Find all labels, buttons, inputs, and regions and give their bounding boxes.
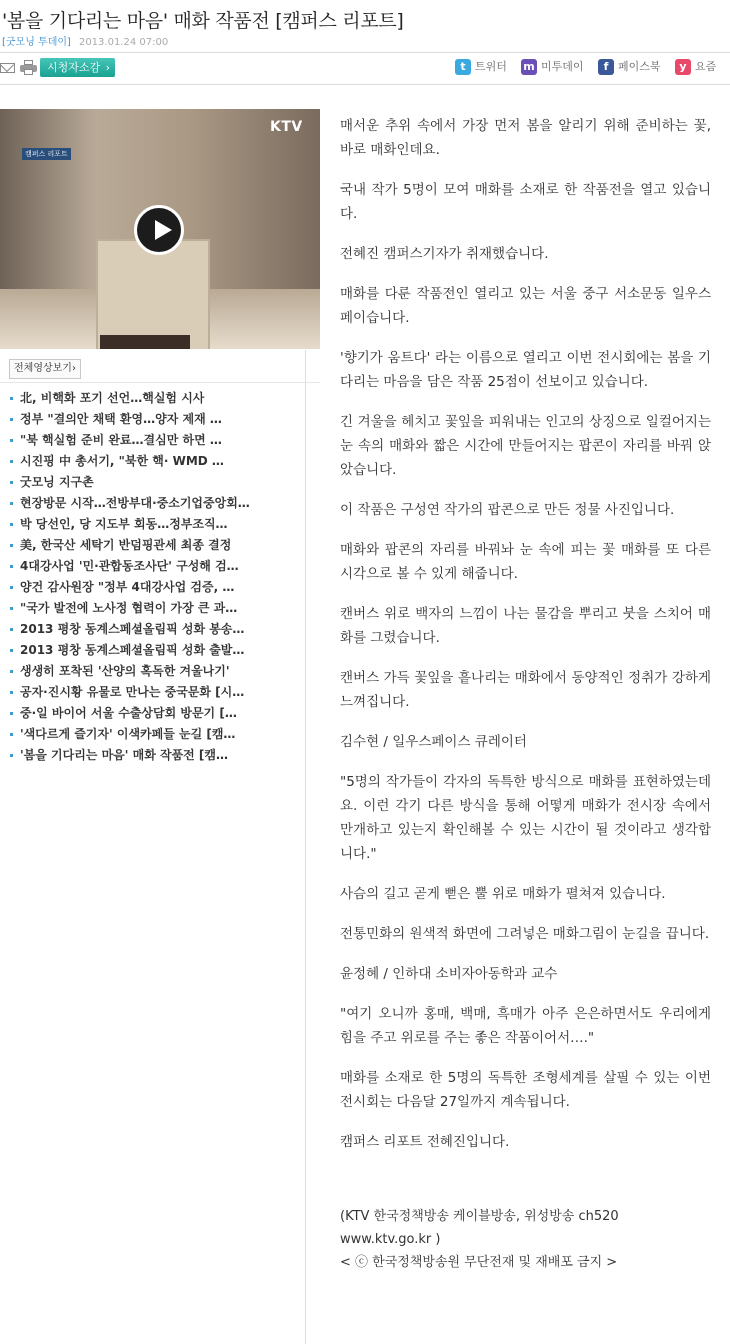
news-item[interactable]: '봄을 기다리는 마음' 매화 작품전 [캠… bbox=[9, 745, 299, 766]
news-item[interactable]: 北, 비핵화 포기 선언…핵실험 시사 bbox=[9, 388, 299, 409]
news-item[interactable]: 정부 "결의안 채택 환영…양자 제재 … bbox=[9, 409, 299, 430]
article-paragraph: 국내 작가 5명이 모여 매화를 소재로 한 작품전을 열고 있습니다. bbox=[340, 182, 711, 222]
video-caption: 캠퍼스 리포트 bbox=[22, 148, 71, 160]
article-paragraph: 매화를 다룬 작품전인 열리고 있는 서울 중구 서소문동 일우스페이습니다. bbox=[340, 286, 711, 326]
copyright-notice: < ⓒ 한국정책방송원 무단전재 및 재배포 금지 > bbox=[340, 1255, 618, 1270]
news-item[interactable]: 4대강사업 '민·관합동조사단' 구성해 검… bbox=[9, 556, 299, 577]
divider bbox=[0, 382, 320, 383]
viewer-review-label: 시청자소감 bbox=[47, 61, 101, 74]
news-item[interactable]: 생생히 포착된 '산양의 혹독한 겨울나기' bbox=[9, 661, 299, 682]
article-paragraph: 캠퍼스 리포트 전혜진입니다. bbox=[340, 1134, 510, 1150]
divider bbox=[0, 84, 730, 85]
news-item[interactable]: 공자·진시황 유물로 만나는 중국문화 [시… bbox=[9, 682, 299, 703]
sidebar bbox=[0, 350, 306, 1344]
view-all-label: 전체영상보기 bbox=[14, 363, 72, 374]
email-icon[interactable] bbox=[0, 63, 15, 73]
publish-date: 2013.01.24 07:00 bbox=[78, 37, 169, 48]
article-paragraph: '향기가 움트다' 라는 이름으로 열리고 이번 전시회에는 봄을 기다리는 마음을 담은 작품 25점이 선보이고 있습니다. bbox=[340, 350, 711, 390]
article-paragraph: 전혜진 캠퍼스기자가 취재했습니다. bbox=[340, 246, 549, 262]
news-item[interactable]: '색다르게 즐기자' 이색카페들 눈길 [캠… bbox=[9, 724, 299, 745]
article-paragraph: 김수현 / 일우스페이스 큐레이터 bbox=[340, 734, 527, 750]
news-item[interactable]: 현장방문 시작…전방부대·중소기업중앙회… bbox=[9, 493, 299, 514]
yozm-icon: y bbox=[675, 59, 691, 75]
toolbar bbox=[0, 56, 730, 80]
news-item[interactable]: 박 당선인, 당 지도부 회동…정부조직… bbox=[9, 514, 299, 535]
play-icon[interactable] bbox=[134, 205, 184, 255]
article-body bbox=[340, 114, 711, 1170]
program-link[interactable]: [굿모닝 투데이] bbox=[2, 37, 71, 48]
news-item[interactable]: 중·일 바이어 서울 수출상담회 방문기 [… bbox=[9, 703, 299, 724]
article-footer bbox=[340, 1205, 711, 1274]
broadcast-info: (KTV 한국정책방송 케이블방송, 위성방송 ch520 bbox=[340, 1209, 619, 1224]
article-title: '봄을 기다리는 마음' 매화 작품전 [캠퍼스 리포트] bbox=[2, 10, 404, 32]
news-item[interactable]: 美, 한국산 세탁기 반덤핑관세 최종 결정 bbox=[9, 535, 299, 556]
article-paragraph: 이 작품은 구성연 작가의 팝콘으로 만든 정물 사진입니다. bbox=[340, 502, 675, 518]
share-me2day[interactable] bbox=[521, 58, 584, 76]
article-paragraph: 긴 겨울을 헤치고 꽃잎을 피워내는 인고의 상징으로 일컬어지는 눈 속의 매화와 짧은 시간에 만들어지는 팝콘이 자리를 바꿔 앉았습니다. bbox=[340, 414, 711, 478]
news-item[interactable]: 양건 감사원장 "정부 4대강사업 검증, … bbox=[9, 577, 299, 598]
article-paragraph: 매서운 추위 속에서 가장 먼저 봄을 알리기 위해 준비하는 꽃, 바로 매화인데요. bbox=[340, 118, 711, 158]
article-paragraph: 사슴의 길고 곧게 뻗은 뿔 위로 매화가 펼쳐져 있습니다. bbox=[340, 886, 666, 902]
view-all-videos-button[interactable] bbox=[9, 359, 81, 379]
article-paragraph: 캔버스 위로 백자의 느낌이 나는 물감을 뿌리고 붓을 스치어 매화를 그렸습니다. bbox=[340, 606, 711, 646]
article-paragraph: 윤정혜 / 인하대 소비자아동학과 교수 bbox=[340, 966, 558, 982]
news-list bbox=[9, 388, 299, 766]
article-paragraph: "5명의 작가들이 각자의 독특한 방식으로 매화를 표현하였는데요. 이런 각기 다른 방식을 통해 어떻게 매화가 전시장 속에서 만개하고 있는지 확인해볼 수 있는 시간이 될 것이라고 생각합니다." bbox=[340, 774, 711, 862]
share-twitter[interactable] bbox=[455, 58, 507, 76]
twitter-icon: t bbox=[455, 59, 471, 75]
website-link[interactable]: www.ktv.go.kr ) bbox=[340, 1232, 441, 1247]
chevron-right-icon: › bbox=[105, 61, 110, 74]
news-item[interactable]: 2013 평창 동계스페셜올림픽 성화 봉송… bbox=[9, 619, 299, 640]
share-me2day-label: 미투데이 bbox=[541, 60, 584, 73]
video-frame-stand bbox=[100, 335, 190, 349]
facebook-icon: f bbox=[598, 59, 614, 75]
divider bbox=[0, 52, 730, 53]
article-paragraph: 매화와 팝콘의 자리를 바꿔놔 눈 속에 피는 꽃 매화를 또 다른 시각으로 볼 수 있게 해줍니다. bbox=[340, 542, 711, 582]
news-item[interactable]: 시진핑 中 총서기, "북한 핵· WMD … bbox=[9, 451, 299, 472]
share-facebook-label: 페이스북 bbox=[618, 60, 661, 73]
ktv-logo: KTV bbox=[270, 119, 303, 135]
video-player[interactable] bbox=[0, 109, 320, 349]
news-item[interactable]: 굿모닝 지구촌 bbox=[9, 472, 299, 493]
print-icon[interactable] bbox=[20, 60, 37, 75]
article-meta bbox=[2, 33, 168, 48]
share-twitter-label: 트위터 bbox=[475, 60, 507, 73]
share-yozm-label: 요즘 bbox=[695, 60, 717, 73]
video-frame-artwork bbox=[96, 239, 210, 349]
viewer-review-button[interactable] bbox=[40, 58, 115, 77]
article-paragraph: 매화를 소재로 한 5명의 독특한 조형세계를 살필 수 있는 이번 전시회는 다음달 27일까지 계속됩니다. bbox=[340, 1070, 711, 1110]
share-yozm[interactable] bbox=[675, 58, 716, 76]
me2day-icon: m bbox=[521, 59, 537, 75]
article-paragraph: "여기 오니까 홍매, 백매, 흑매가 아주 은은하면서도 우리에게 힘을 주고 위로를 주는 좋은 작품이어서…." bbox=[340, 1006, 711, 1046]
news-item[interactable]: "국가 발전에 노사정 협력이 가장 큰 과… bbox=[9, 598, 299, 619]
news-item[interactable]: 2013 평창 동계스페셜올림픽 성화 출발… bbox=[9, 640, 299, 661]
chevron-right-icon: › bbox=[71, 363, 76, 374]
share-facebook[interactable] bbox=[598, 58, 661, 76]
article-paragraph: 전통민화의 원색적 화면에 그려넣은 매화그림이 눈길을 끕니다. bbox=[340, 926, 710, 942]
article-paragraph: 캔버스 가득 꽃잎을 흩나리는 매화에서 동양적인 정취가 강하게 느껴집니다. bbox=[340, 670, 711, 710]
news-item[interactable]: "북 핵실험 준비 완료…결심만 하면 … bbox=[9, 430, 299, 451]
